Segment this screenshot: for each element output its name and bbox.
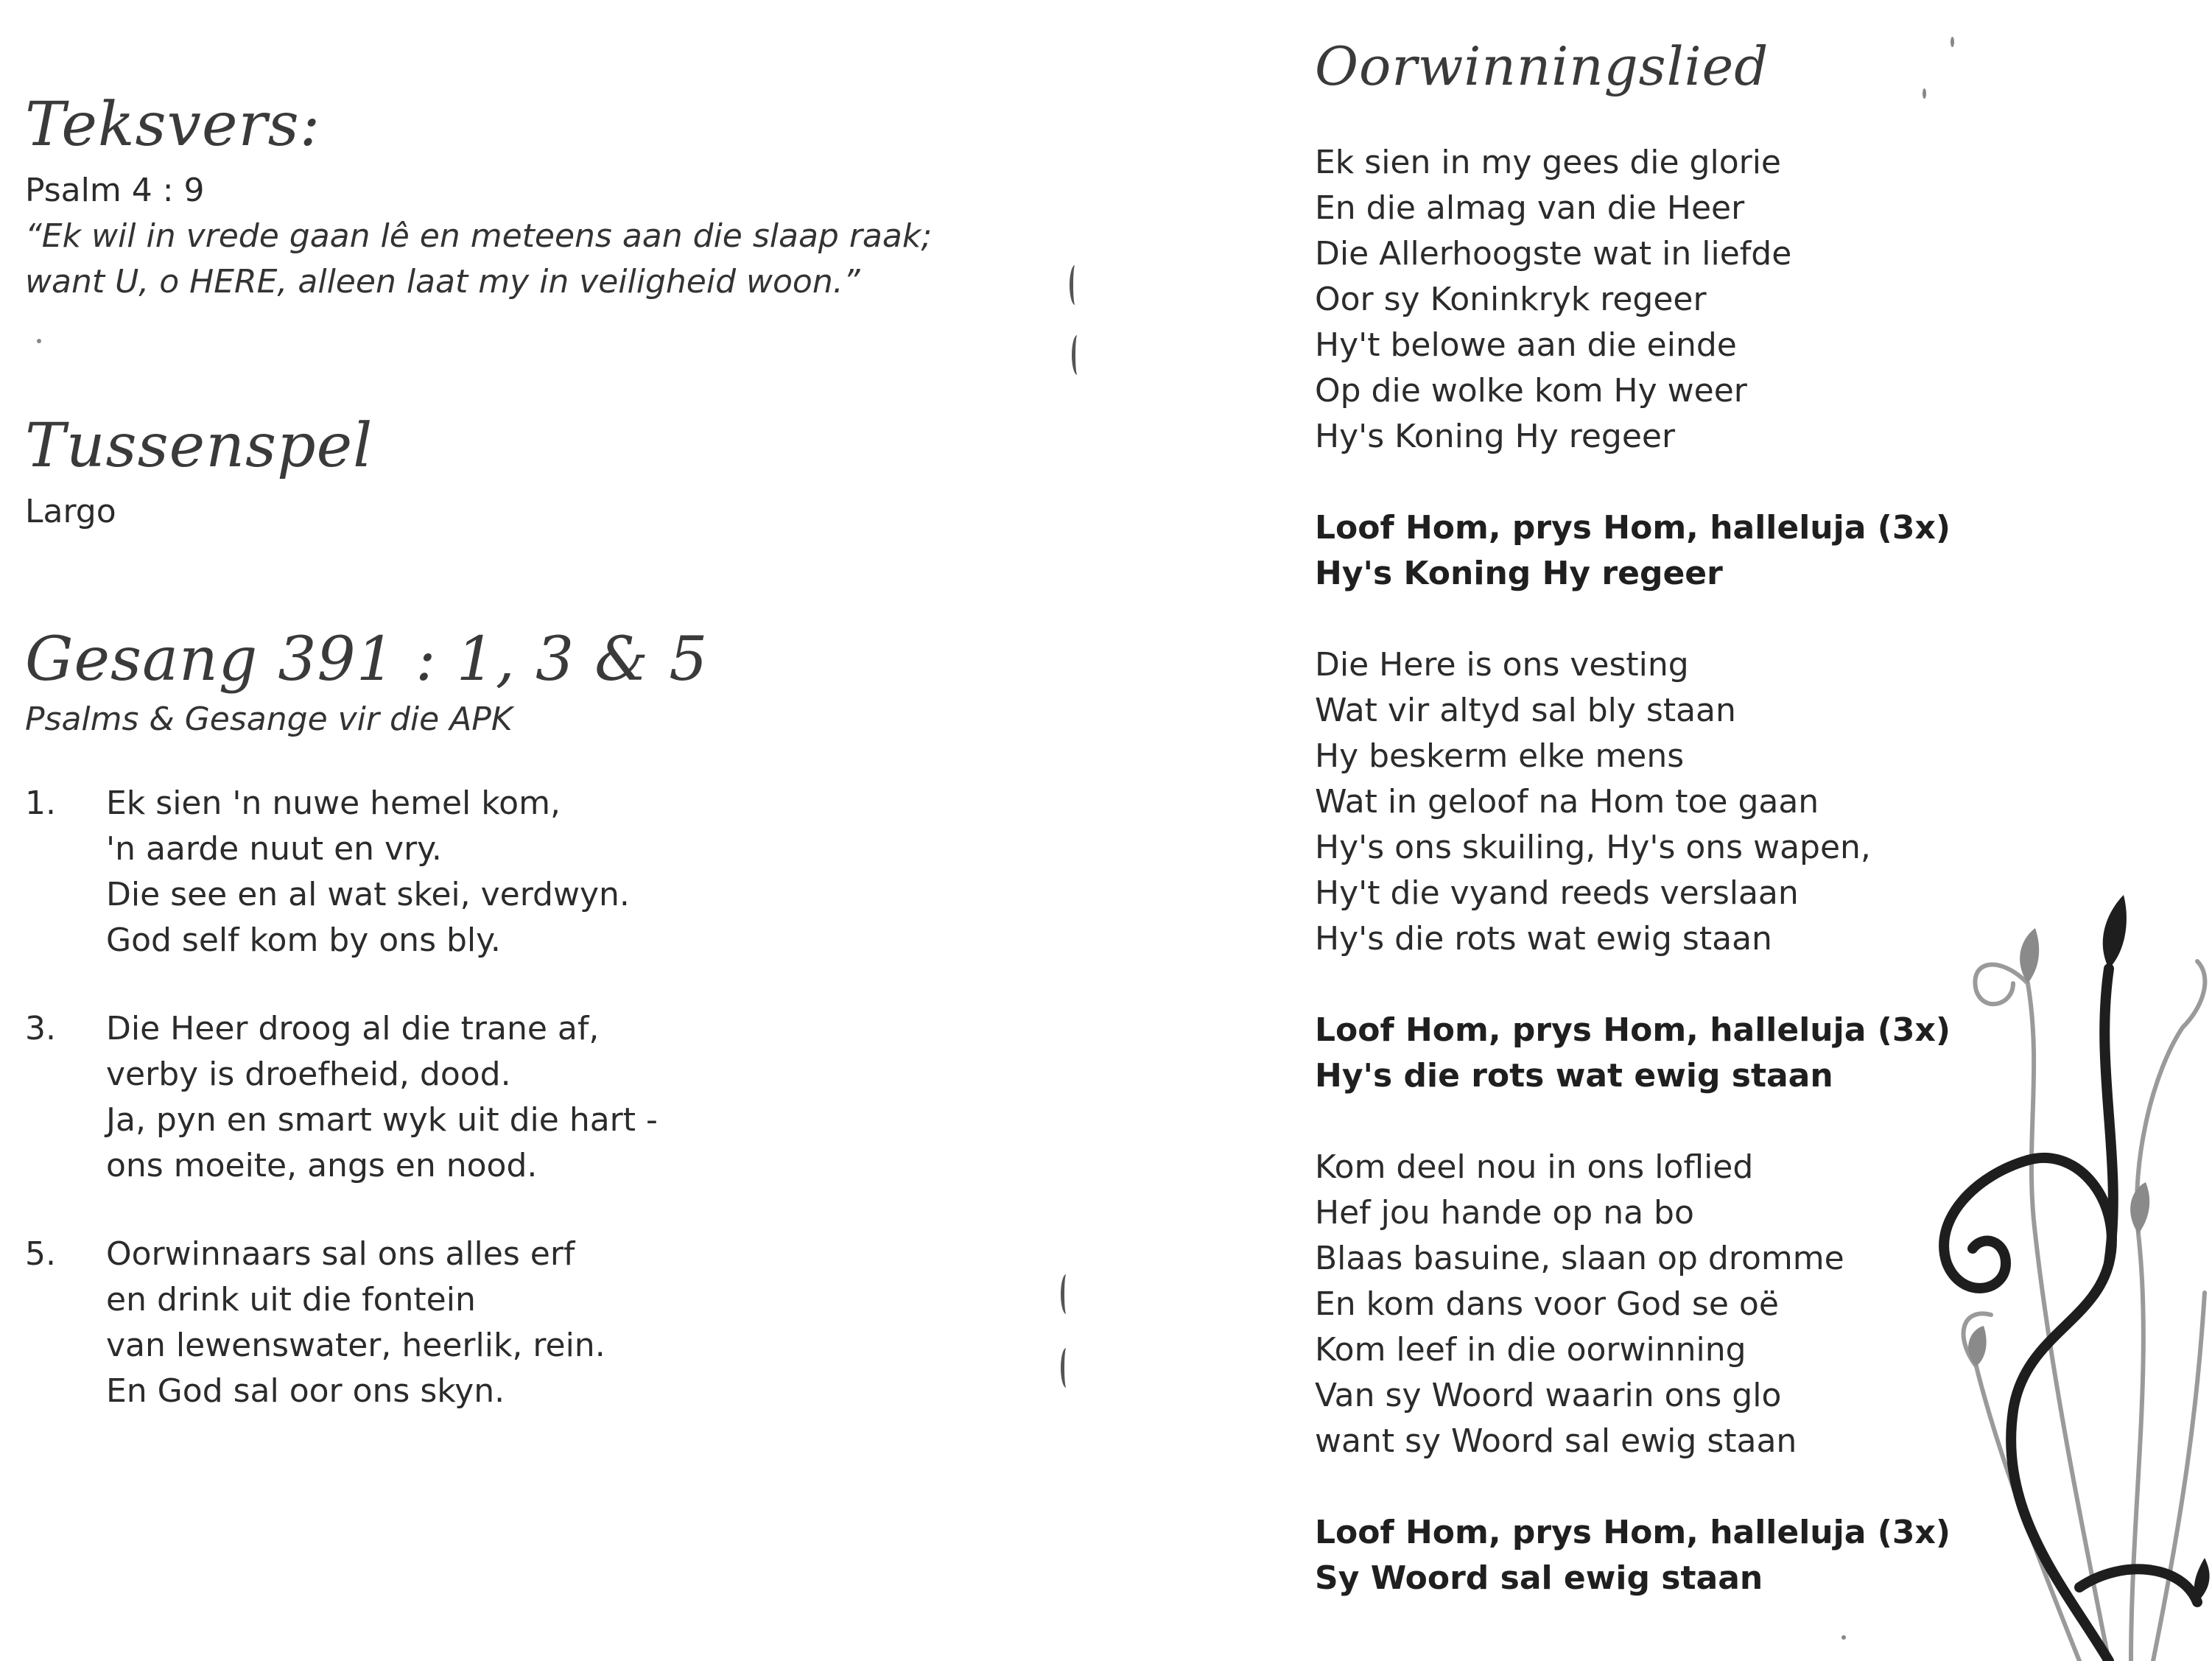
verse-line: Die Heer droog al die trane af, <box>106 1010 600 1047</box>
hymn-verse <box>25 781 1019 963</box>
verse-line: van lewenswater, heerlik, rein. <box>106 1327 605 1364</box>
verse-number: 3. <box>25 1010 56 1047</box>
verse-line: ons moeite, angs en nood. <box>106 1147 538 1184</box>
stanza-line: Hy's ons skuiling, Hy's ons wapen, <box>1315 829 1871 866</box>
binding-mark <box>1061 1274 1072 1314</box>
verse-line: God self kom by ons bly. <box>106 921 501 959</box>
chorus-line: Sy Woord sal ewig staan <box>1315 1559 1763 1597</box>
binding-mark <box>1072 335 1083 375</box>
scripture-reference: Psalm 4 : 9 <box>25 172 205 209</box>
stanza-line: Blaas basuine, slaan op dromme <box>1315 1240 1844 1277</box>
stanza-line: Hy't die vyand reeds verslaan <box>1315 874 1799 912</box>
chorus-line: Loof Hom, prys Hom, halleluja (3x) <box>1315 1514 1951 1551</box>
stanza-line: Die Allerhoogste wat in liefde <box>1315 235 1792 273</box>
hymn-verse <box>25 1232 1019 1414</box>
stanza-line: Kom deel nou in ons loflied <box>1315 1148 1754 1186</box>
binding-mark <box>1061 1348 1072 1388</box>
verse-number: 1. <box>25 784 56 822</box>
stanza-line: Hy beskerm elke mens <box>1315 737 1685 775</box>
stanza-line: Van sy Woord waarin ons glo <box>1315 1377 1782 1414</box>
stanza-line: Die Here is ons vesting <box>1315 646 1689 684</box>
quote-line: want U, o HERE, alleen laat my in veiligheid woon.” <box>25 263 860 301</box>
stanza-line: Oor sy Koninkryk regeer <box>1315 281 1707 318</box>
verse-line: 'n aarde nuut en vry. <box>106 830 442 868</box>
teksvers-heading: Teksvers: <box>25 90 321 160</box>
binding-mark <box>1070 265 1081 305</box>
verse-number: 5. <box>25 1235 56 1273</box>
gesang-heading: Gesang 391 : 1, 3 & 5 <box>25 625 709 695</box>
verse-line: en drink uit die fontein <box>106 1281 476 1318</box>
hymn-source: Psalms & Gesange vir die APK <box>25 700 513 738</box>
chorus-line: Loof Hom, prys Hom, halleluja (3x) <box>1315 1011 1951 1049</box>
song-title: Oorwinningslied <box>1315 35 1769 97</box>
verse-line: verby is droefheid, dood. <box>106 1056 511 1093</box>
quote-line: “Ek wil in vrede gaan lê en meteens aan die slaap raak; <box>25 217 933 255</box>
verse-line: Die see en al wat skei, verdwyn. <box>106 876 630 913</box>
scan-speck <box>1841 1635 1846 1640</box>
right-page <box>1315 29 1978 1601</box>
song-chorus <box>1315 505 1978 597</box>
hymn-verse <box>25 1006 1019 1189</box>
stanza-line: Kom leef in die oorwinning <box>1315 1331 1746 1369</box>
song-stanza <box>1315 1145 1978 1464</box>
chorus-line: Hy's Koning Hy regeer <box>1315 555 1723 592</box>
scan-speck <box>37 339 41 343</box>
tussenspel-text: Largo <box>25 493 116 530</box>
chorus-line: Hy's die rots wat ewig staan <box>1315 1057 1833 1095</box>
verse-line: Ja, pyn en smart wyk uit die hart - <box>106 1101 658 1139</box>
stanza-line: En kom dans voor God se oë <box>1315 1285 1779 1323</box>
stanza-line: Op die wolke kom Hy weer <box>1315 372 1747 410</box>
stanza-line: Hy's Koning Hy regeer <box>1315 418 1676 455</box>
tussenspel-heading: Tussenspel <box>25 411 373 481</box>
stanza-line: Hy't belowe aan die einde <box>1315 326 1737 364</box>
stanza-line: Hy's die rots wat ewig staan <box>1315 920 1772 958</box>
left-page <box>25 88 1019 1414</box>
song-stanza <box>1315 642 1978 962</box>
scripture-quote <box>25 214 1019 305</box>
stanza-line: Wat in geloof na Hom toe gaan <box>1315 783 1819 821</box>
verse-line: Ek sien 'n nuwe hemel kom, <box>106 784 561 822</box>
stanza-line: Ek sien in my gees die glorie <box>1315 144 1781 181</box>
song-chorus <box>1315 1008 1978 1099</box>
stanza-line: Wat vir altyd sal bly staan <box>1315 692 1736 729</box>
stanza-line: En die almag van die Heer <box>1315 189 1745 227</box>
verse-line: Oorwinnaars sal ons alles erf <box>106 1235 575 1273</box>
stanza-line: Hef jou hande op na bo <box>1315 1194 1694 1232</box>
song-stanza <box>1315 140 1978 460</box>
stanza-line: want sy Woord sal ewig staan <box>1315 1422 1797 1460</box>
chorus-line: Loof Hom, prys Hom, halleluja (3x) <box>1315 509 1951 547</box>
floral-swirl-icon <box>1888 851 2212 1661</box>
verse-line: En God sal oor ons skyn. <box>106 1372 505 1410</box>
song-chorus <box>1315 1510 1978 1601</box>
